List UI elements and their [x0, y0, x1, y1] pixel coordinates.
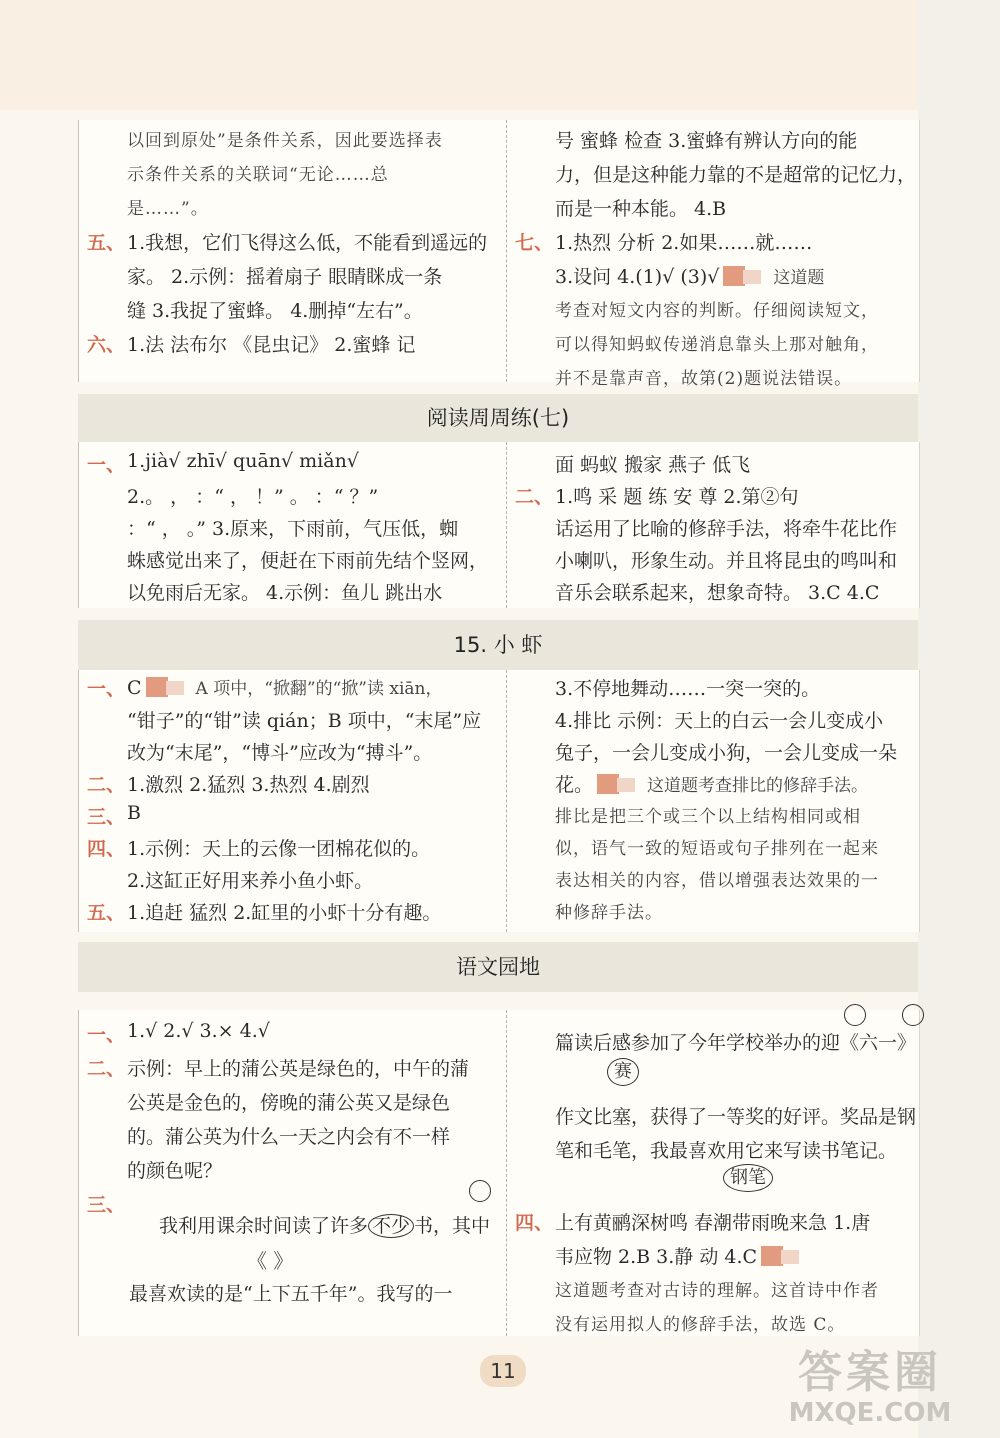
answer-text	[127, 674, 443, 699]
answer-text	[127, 898, 441, 925]
answer-text	[127, 450, 359, 472]
answer-text	[127, 1088, 450, 1115]
answer-line	[87, 160, 497, 194]
answer-text-span: 笔和毛笔，我最喜欢用它来写读书笔记。	[555, 1140, 898, 1162]
answer-text-span: 1.法 法布尔 《昆虫记》 2.蜜蜂 记	[127, 334, 416, 356]
analysis-tag-icon	[723, 266, 745, 286]
answer-text	[127, 1122, 450, 1149]
insert-mark	[844, 1004, 866, 1026]
answer-text-span: 似，语气一致的短语或句子排列在一起来	[555, 839, 879, 859]
answer-text	[555, 546, 897, 573]
answer-text-span: 的。蒲公英为什么一天之内会有不一样	[127, 1126, 451, 1148]
explanation-text: A 项中，“掀翻”的“掀”读 xiān，	[195, 679, 443, 699]
answer-line	[87, 296, 497, 330]
answer-text	[127, 1156, 222, 1183]
answer-line	[515, 194, 915, 228]
answer-text	[555, 1102, 916, 1129]
answer-text-span: 示例：早上的蒲公英是绿色的，中午的蒲	[127, 1058, 470, 1080]
answer-text-span: 家。 2.示例：摇着扇子 眼睛眯成一条	[127, 266, 443, 288]
answer-line	[515, 1102, 915, 1136]
answer-text	[127, 1054, 469, 1081]
explanation-text	[127, 126, 443, 151]
answer-text-span: 是……”。	[127, 199, 209, 219]
answer-text-span: 这道题考查对古诗的理解。这首诗中作者	[555, 1281, 879, 1301]
answer-text-span: 1.热烈 分析 2.如果……就……	[555, 232, 813, 254]
answer-box-4	[78, 1010, 920, 1336]
essay-text: 书，其中	[414, 1215, 491, 1237]
answer-text	[127, 578, 442, 605]
answer-text	[127, 514, 458, 541]
answer-line	[515, 802, 915, 834]
answer-text	[555, 1208, 870, 1235]
section-title-band	[78, 394, 918, 442]
answer-line	[515, 228, 915, 262]
answer-text-span: 面 蚂蚁 搬家 燕子 低飞	[555, 454, 751, 476]
answer-line	[515, 482, 915, 514]
essay-text: 。我写的一	[357, 1283, 453, 1305]
answer-line	[515, 578, 915, 610]
essay-line-2	[129, 1279, 452, 1306]
answer-line	[515, 834, 915, 866]
answer-text	[127, 330, 415, 357]
answer-line	[515, 706, 915, 738]
answer-line	[515, 364, 915, 398]
answer-text	[127, 296, 423, 323]
answer-text	[555, 738, 897, 765]
answer-text-span: 可以得知蚂蚁传递消息靠头上那对触角，	[555, 335, 879, 355]
answer-text	[555, 1136, 897, 1163]
answer-text	[127, 262, 442, 289]
column-divider	[506, 670, 507, 932]
answer-text-span: B	[127, 802, 141, 824]
answer-text	[555, 1028, 916, 1055]
explanation-text	[127, 160, 389, 185]
answer-text-span: 表达相关的内容，借以增强表达效果的一	[555, 871, 879, 891]
answer-text	[555, 262, 824, 289]
answer-text-span: 蛛感觉出来了，便赶在下雨前先结个竖网，	[127, 550, 489, 572]
answer-text-span: 韦应物 2.B 3.静 动 4.C	[555, 1246, 758, 1268]
answer-line	[87, 330, 497, 364]
answer-line	[515, 1028, 915, 1062]
answer-line	[515, 450, 915, 482]
answer-line	[515, 1310, 915, 1344]
section-title-band	[78, 942, 918, 992]
column-divider	[506, 442, 507, 608]
answer-text-span: 1.我想，它们飞得这么低，不能看到遥远的	[127, 232, 488, 254]
answer-line	[87, 228, 497, 262]
answer-text	[127, 228, 487, 255]
answer-text	[555, 578, 879, 605]
question-number: 三、	[87, 1194, 126, 1216]
answer-line	[87, 706, 497, 738]
answer-text-span: 并不是靠声音，故第(2)题说法错误。	[555, 369, 853, 389]
explanation-text	[555, 330, 879, 355]
answer-text	[555, 514, 897, 541]
section-title: 阅读周周练(七)	[426, 406, 570, 430]
answer-text-span: 而是一种本能。 4.B	[555, 198, 727, 220]
question-number: 七、	[515, 232, 554, 254]
page-right-edge	[918, 0, 1000, 1438]
answer-line	[87, 898, 497, 930]
column-divider	[506, 120, 507, 382]
answer-line	[515, 126, 915, 160]
answer-text-span: 2.这缸正好用来养小鱼小虾。	[127, 870, 374, 892]
essay-text: “上下五千年”	[243, 1283, 358, 1305]
explanation-text	[555, 1276, 879, 1301]
answer-line	[515, 546, 915, 578]
answer-line	[515, 296, 915, 330]
explanation-text: 这道题考查排比的修辞手法。	[647, 776, 869, 796]
answer-line	[87, 482, 497, 514]
answer-text	[555, 194, 726, 221]
answer-text	[127, 866, 373, 893]
insert-mark	[469, 1180, 491, 1202]
answer-line	[515, 866, 915, 898]
answer-text	[555, 482, 799, 509]
answer-text-span: 以回到原处”是条件关系，因此要选择表	[127, 131, 443, 151]
answer-line	[87, 194, 497, 228]
handwritten-sai: 赛	[607, 1058, 639, 1086]
answer-text-span: 作文比塞，获得了一等奖的好评。奖品是钢	[555, 1106, 917, 1128]
answer-line	[87, 450, 497, 482]
answer-text-span: 种修辞手法。	[555, 903, 663, 923]
answer-text	[127, 770, 370, 797]
answer-text	[555, 1242, 811, 1269]
answer-line	[87, 126, 497, 160]
answer-text-span: 考查对短文内容的判断。仔细阅读短文，	[555, 301, 879, 321]
answer-text-span: 小喇叭，形象生动。并且将昆虫的鸣叫和	[555, 550, 898, 572]
answer-text-span: C	[127, 677, 142, 699]
answer-text-span: 改为“末尾”，“博斗”应改为“搏斗”。	[127, 742, 433, 764]
question-number: 五、	[87, 232, 126, 254]
answer-line	[515, 738, 915, 770]
answer-text-span: 1.追赶 猛烈 2.缸里的小虾十分有趣。	[127, 902, 442, 924]
answer-line	[87, 770, 497, 802]
answer-line	[515, 330, 915, 364]
answer-text-span: 1.鸣 采 题 练 安 尊 2.第②句	[555, 486, 799, 508]
answer-box-3	[78, 670, 920, 932]
answer-line	[87, 1122, 497, 1156]
question-number: 三、	[87, 806, 126, 828]
answer-text	[555, 228, 812, 255]
answer-line	[87, 1054, 497, 1088]
question-number: 一、	[87, 1024, 126, 1046]
answer-text-span: 上有黄鹂深树鸣 春潮带雨晚来急 1.唐	[555, 1212, 871, 1234]
answer-text-span: 4.排比 示例：天上的白云一会儿变成小	[555, 710, 884, 732]
answer-text	[555, 450, 750, 477]
question-number: 四、	[515, 1212, 554, 1234]
answer-line	[515, 262, 915, 296]
section-title: 语文园地	[456, 955, 540, 979]
answer-line	[515, 1136, 915, 1170]
question-number: 一、	[87, 454, 126, 476]
question-number: 六、	[87, 334, 126, 356]
question-number: 四、	[87, 838, 126, 860]
answer-line	[87, 674, 497, 706]
question-number: 五、	[87, 902, 126, 924]
answer-text	[127, 802, 141, 824]
explanation-text	[555, 802, 861, 827]
answer-text	[555, 770, 868, 797]
answer-line	[87, 802, 497, 834]
answer-text	[127, 482, 378, 509]
answer-line	[515, 1276, 915, 1310]
answer-text-span: 没有运用拟人的修辞手法，故选 C。	[555, 1315, 846, 1335]
answer-text-span: 1.jià√ zhī√ quān√ miǎn√	[127, 450, 359, 472]
answer-line	[87, 1156, 497, 1190]
answer-line	[87, 578, 497, 610]
answer-line	[87, 262, 497, 296]
answer-line	[515, 770, 915, 802]
answer-text-span: 花。	[555, 774, 594, 796]
answer-text	[555, 126, 857, 153]
page-number: 11	[480, 1355, 526, 1387]
answer-text	[555, 160, 916, 187]
answer-text-span: 话运用了比喻的修辞手法，将牵牛花比作	[555, 518, 898, 540]
explanation-text	[555, 364, 852, 389]
answer-text-span: 1.√ 2.√ 3.× 4.√	[127, 1020, 270, 1042]
insert-mark	[902, 1004, 924, 1026]
correction-circle: 不少	[368, 1214, 414, 1238]
answer-line	[515, 1242, 915, 1276]
essay-correction	[129, 1205, 509, 1315]
answer-text-span: 1.激烈 2.猛烈 3.热烈 4.剧烈	[127, 774, 370, 796]
answer-line	[515, 160, 915, 194]
essay-text: 我利用课余时间读了许多	[159, 1215, 369, 1237]
explanation-text	[555, 1310, 845, 1335]
answer-box-1	[78, 120, 920, 389]
answer-text	[127, 1020, 270, 1042]
answer-text-span: ：“ ， 。” 3.原来，下雨前，气压低，蜘	[127, 518, 459, 540]
answer-line	[87, 546, 497, 578]
answer-text	[127, 546, 488, 573]
section-title: 15. 小 虾	[453, 633, 543, 657]
page-top-band	[0, 0, 1000, 110]
explanation-text: 这道题	[773, 268, 825, 288]
answer-text-span: 力，但是这种能力靠的不是超常的记忆力，	[555, 164, 917, 186]
answer-text-span: 2.。 ， ：“ ， ！” 。 ：“ ？”	[127, 486, 379, 508]
answer-text	[127, 738, 432, 765]
answer-line	[515, 674, 915, 706]
question-number: 二、	[87, 774, 126, 796]
answer-text-span: “钳子”的“钳”读 qián；B 项中，“末尾”应	[127, 710, 482, 732]
answer-text-span: 3.设问 4.(1)√ (3)√	[555, 266, 720, 288]
answer-text	[127, 834, 430, 861]
explanation-text	[555, 296, 879, 321]
answer-text	[555, 706, 883, 733]
answer-text-span: 1.示例：天上的云像一团棉花似的。	[127, 838, 431, 860]
handwritten-gangbi: 钢笔	[723, 1164, 773, 1192]
answer-text	[127, 706, 481, 733]
answer-line	[87, 514, 497, 546]
answer-text-span: 兔子，一会儿变成小狗，一会儿变成一朵	[555, 742, 898, 764]
explanation-text	[555, 898, 663, 923]
answer-text-span: 音乐会联系起来，想象奇特。 3.C 4.C	[555, 582, 880, 604]
essay-line-1	[159, 1211, 490, 1238]
watermark-site: MXQE.COM	[788, 1398, 952, 1428]
explanation-text	[127, 194, 209, 219]
answer-text-span: 缝 3.我捉了蜜蜂。 4.删掉“左右”。	[127, 300, 423, 322]
explanation-text	[555, 834, 879, 859]
book-title-marks: 《 》	[247, 1249, 294, 1273]
section-title-band	[78, 620, 918, 670]
answer-text-span: 示条件关系的关联词“无论……总	[127, 165, 389, 185]
answer-line	[87, 738, 497, 770]
analysis-tag-icon	[761, 1246, 783, 1266]
watermark	[770, 1348, 970, 1436]
question-number: 二、	[87, 1058, 126, 1080]
answer-text	[555, 674, 820, 701]
answer-line	[87, 834, 497, 866]
answer-line	[515, 514, 915, 546]
answer-line	[515, 1208, 915, 1242]
essay-text: 最喜欢读的是	[129, 1283, 244, 1305]
watermark-logo: 答案圈	[798, 1347, 942, 1398]
answer-text-span: 号 蜜蜂 检查 3.蜜蜂有辨认方向的能	[555, 130, 858, 152]
answer-text-span: 以免雨后无家。 4.示例：鱼儿 跳出水	[127, 582, 443, 604]
analysis-tag-icon	[597, 774, 619, 794]
answer-line	[515, 898, 915, 930]
answer-text-span: 公英是金色的，傍晚的蒲公英又是绿色	[127, 1092, 451, 1114]
answer-text-span: 3.不停地舞动……一突一突的。	[555, 678, 821, 700]
explanation-text	[555, 866, 879, 891]
answer-text-span: 篇读后感参加了今年学校举办的迎《六一》	[555, 1032, 917, 1054]
answer-line	[87, 1020, 497, 1054]
answer-line	[87, 1088, 497, 1122]
question-number: 一、	[87, 678, 126, 700]
analysis-tag-icon	[146, 677, 168, 697]
answer-line	[87, 866, 497, 898]
answer-text-span: 的颜色呢？	[127, 1160, 223, 1182]
question-number: 二、	[515, 486, 554, 508]
answer-text-span: 排比是把三个或三个以上结构相同或相	[555, 807, 861, 827]
answer-box-2	[78, 442, 920, 608]
